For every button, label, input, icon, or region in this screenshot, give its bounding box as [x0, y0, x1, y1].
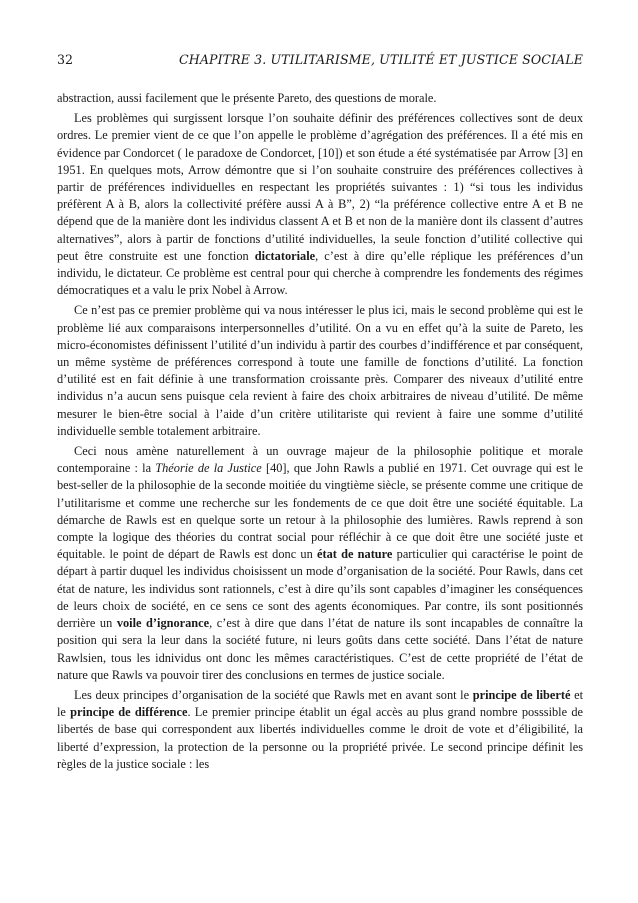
- chapter-title: CHAPITRE 3. UTILITARISME, UTILITÉ ET JUSTICE SOCIALE: [179, 52, 583, 67]
- bold-term: voile d’ignorance: [116, 616, 210, 631]
- paragraph: [57, 90, 583, 107]
- text-run: Ce n’est pas ce premier problème qui va nous intéresser le plus ici, mais le second problème qui est le problème lié aux comparaisons interpersonnelles d’utilité. On a vu en effet qu’à la suite de Pareto, les micro-économistes définissent l’utilité d’un individu à partir des courbes d’indifférence et par conséquent, un même système de préférences correspond à toute une famille de fonctions d’utilité. La fonction d’utilité est en fait définie à une transformation croissante près. Comparer des niveaux d’utilité entre individus n’a aucun sens puisque cela revient à faire des choix arbitraires de niveau d’utilité. De même mesurer le bien-être social à l’aide d’un critère utilitariste qui revient à faire une somme d’utilité individuelle semble totalement arbitraire.: [57, 303, 583, 438]
- text-run: , c’est à dire qu’elle réplique les préférences d’un individu, le dictateur. Ce problème est central pour qui cherche à comprendre les fondements des régimes démocratiques et a valu le prix Nobel à Arrow.: [57, 248, 583, 298]
- text-run: Les problèmes qui surgissent lorsque l’on souhaite définir des préférences collectives sont de deux ordres. Le premier vient de ce que l’on appelle le problème d’agrégation des préférences. Il a été mis en évidence par Condorcet ( le paradoxe de Condorcet, [10]) et son étude a été systématisée par Arrow [3] en 1951. En quelques mots, Arrow démontre que si l’on souhaite construire des préférences collectives à partir de préférences individuelles en respectant les propriétés suivantes : 1) “si tous les individus préfèrent A à B, alors la collectivité préfère aussi A à B”, 2) “la préférence collective entre A et B ne dépend que de la manière dont les individus classent A et B et non de la manière dont ils classent d’autres alternatives”, alors à partir de fonctions d’utilité individuelles, la seule fonction d’utilité collective qui peut être construite est une fonction: [57, 111, 583, 263]
- text-run: abstraction, aussi facilement que le présente Pareto, des questions de morale.: [57, 91, 437, 105]
- page-number: 32: [57, 52, 74, 67]
- document-page: [57, 52, 583, 773]
- paragraph: [57, 687, 583, 773]
- bold-term: principe de différence: [70, 705, 188, 720]
- bold-term: dictatoriale: [254, 248, 316, 263]
- text-run: , c’est à dire que dans l’état de nature ils sont incapables de connaître la position qui sera la leur dans la société future, ni leurs goûts dans cette société. Dans l’état de nature Rawlsien, tous les idnividus ont donc les mêmes caractéristiques. C’est de cette propriété de l’état de nature que Rawls va pouvoir tirer des conclusions en termes de justice sociale.: [57, 616, 583, 682]
- paragraph: [57, 443, 583, 684]
- text-run: Ceci nous amène naturellement à un ouvrage majeur de la philosophie politique et morale contemporaine : la: [57, 444, 583, 476]
- text-run: particulier qui caractérise le point de départ à partir duquel les individus choisissent un mode d’organisation de la société. Pour Rawls, dans cet état de nature, les individus sont rationnels, c’est à dire qu’ils sont capables d’imaginer les conséquences de leurs choix de société, en ce sens ce sont des agents économiques. Par contre, ils sont positionnés derrière un: [57, 547, 583, 631]
- body-text: [57, 90, 583, 773]
- text-run: et le: [57, 687, 583, 720]
- paragraph: [57, 110, 583, 299]
- running-header: [57, 52, 583, 68]
- text-run: [40], que John Rawls a publié en 1971. Cet ouvrage qui est le best-seller de la philosophie de la seconde moitiée du vingtième siècle, se présente comme une critique de l’utilitarisme et comme une recherche sur les fondements de ce que doit être une société équitable. La démarche de Rawls est en quelque sorte un retour à la philosophie des lumières. Rawls reprend à son compte la logique des théories du contrat social pour réfléchir à ce que doit être une société juste et équitable. le point de départ de Rawls est donc un: [57, 461, 583, 562]
- italic-title: Théorie de la Justice: [155, 461, 262, 476]
- paragraph: [57, 302, 583, 440]
- text-run: Les deux principes d’organisation de la société que Rawls met en avant sont le: [74, 687, 473, 702]
- text-run: . Le premier principe établit un égal accès au plus grand nombre posssible de libertés de base qui correspondent aux libertés individuelles comme le droit de vote et d’éligibilité, la liberté d’expression, la protection de la personne ou la propriété privée. Le second principe définit les règles de la justice sociale : les: [57, 705, 583, 771]
- bold-term: principe de liberté: [472, 687, 571, 702]
- bold-term: état de nature: [316, 547, 393, 562]
